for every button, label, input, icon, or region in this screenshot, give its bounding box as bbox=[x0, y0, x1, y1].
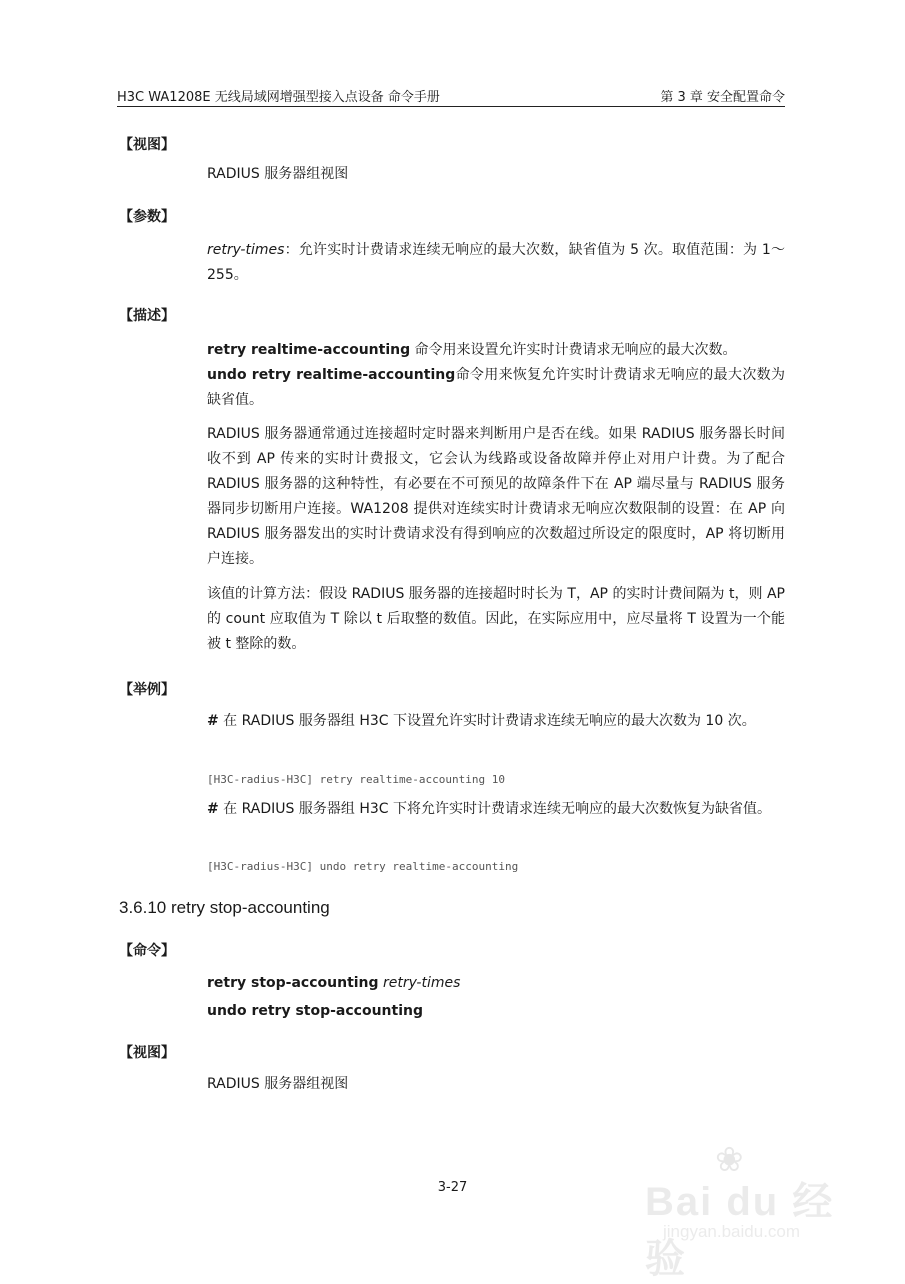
params-heading: 【参数】 bbox=[119, 209, 175, 225]
command-line-1-bold: retry stop-accounting bbox=[207, 975, 379, 991]
command-heading: 【命令】 bbox=[119, 943, 175, 959]
view2-heading: 【视图】 bbox=[119, 1045, 175, 1061]
command-line-2 bbox=[207, 999, 785, 1024]
code-line-2: [H3C-radius-H3C] undo retry realtime-accounting bbox=[207, 860, 519, 873]
example-2-text: 在 RADIUS 服务器组 H3C 下将允许实时计费请求连续无响应的最大次数恢复为缺省值。 bbox=[218, 801, 771, 817]
example-2-hash: # bbox=[207, 801, 219, 817]
desc-cmd1: retry realtime-accounting bbox=[207, 342, 411, 358]
example-heading: 【举例】 bbox=[119, 682, 175, 698]
desc-cmd2: undo retry realtime-accounting bbox=[207, 367, 456, 383]
desc-para-1 bbox=[207, 338, 785, 413]
section-title: 3.6.10 retry stop-accounting bbox=[119, 898, 330, 917]
header-title: H3C WA1208E 无线局域网增强型接入点设备 命令手册 bbox=[117, 90, 440, 105]
baidu-watermark bbox=[645, 1140, 855, 1281]
desc-heading: 【描述】 bbox=[119, 308, 175, 324]
code-line-1: [H3C-radius-H3C] retry realtime-accounting 10 bbox=[207, 773, 506, 786]
param-term: retry-times bbox=[207, 242, 285, 258]
command-line-1 bbox=[207, 971, 785, 996]
view-text: RADIUS 服务器组视图 bbox=[207, 166, 349, 182]
example-1-hash: # bbox=[207, 713, 219, 729]
watermark-brand: Bai du 经验 bbox=[645, 1180, 835, 1281]
command-line-2-bold: undo retry stop-accounting bbox=[207, 1003, 423, 1019]
desc-para-3: 该值的计算方法：假设 RADIUS 服务器的连接超时时长为 T，AP 的实时计费间隔为 t，则 AP 的 count 应取值为 T 除以 t 后取整的数值。因此，在实际应用中，应尽量将 T 设置为一个能被 t 整除的数。 bbox=[207, 586, 785, 652]
example-1 bbox=[207, 709, 785, 734]
example-1-text: 在 RADIUS 服务器组 H3C 下设置允许实时计费请求连续无响应的最大次数为 10 次。 bbox=[218, 713, 756, 729]
command-line-1-param: retry-times bbox=[378, 975, 461, 991]
desc-para-2: RADIUS 服务器通常通过连接超时定时器来判断用户是否在线。如果 RADIUS 服务器长时间收不到 AP 传来的实时计费报文，它会认为线路或设备故障并停止对用户计费。为了配合 RADIUS 服务器的这种特性，有必要在不可预见的故障条件下在 AP 端尽量与 RADIUS 服务器同步切断用户连接。WA1208 提供对连续实时计费请求无响应次数限制的设置：在 AP 向 RADIUS 服务器发出的实时计费请求没有得到响应的次数超过所设定的限度时，AP 将切断用户连接。 bbox=[207, 426, 785, 567]
example-2 bbox=[207, 797, 785, 822]
desc-cmd2-text: 命令用来恢复允许实时计费请求无响应的最大次数为缺省值。 bbox=[207, 367, 785, 408]
watermark-url: jingyan.baidu.com bbox=[663, 1222, 801, 1241]
param-description: ：允许实时计费请求连续无响应的最大次数，缺省值为 5 次。取值范围：为 1～255。 bbox=[207, 242, 785, 283]
params-text bbox=[207, 238, 785, 288]
view2-text: RADIUS 服务器组视图 bbox=[207, 1076, 349, 1092]
desc-cmd1-text: 命令用来设置允许实时计费请求无响应的最大次数。 bbox=[410, 342, 737, 358]
page-number: 3-27 bbox=[437, 1180, 468, 1195]
header-chapter: 第 3 章 安全配置命令 bbox=[660, 90, 785, 105]
page-header bbox=[117, 84, 785, 107]
paw-icon: ❀ bbox=[715, 1140, 744, 1180]
view-heading: 【视图】 bbox=[119, 137, 175, 153]
